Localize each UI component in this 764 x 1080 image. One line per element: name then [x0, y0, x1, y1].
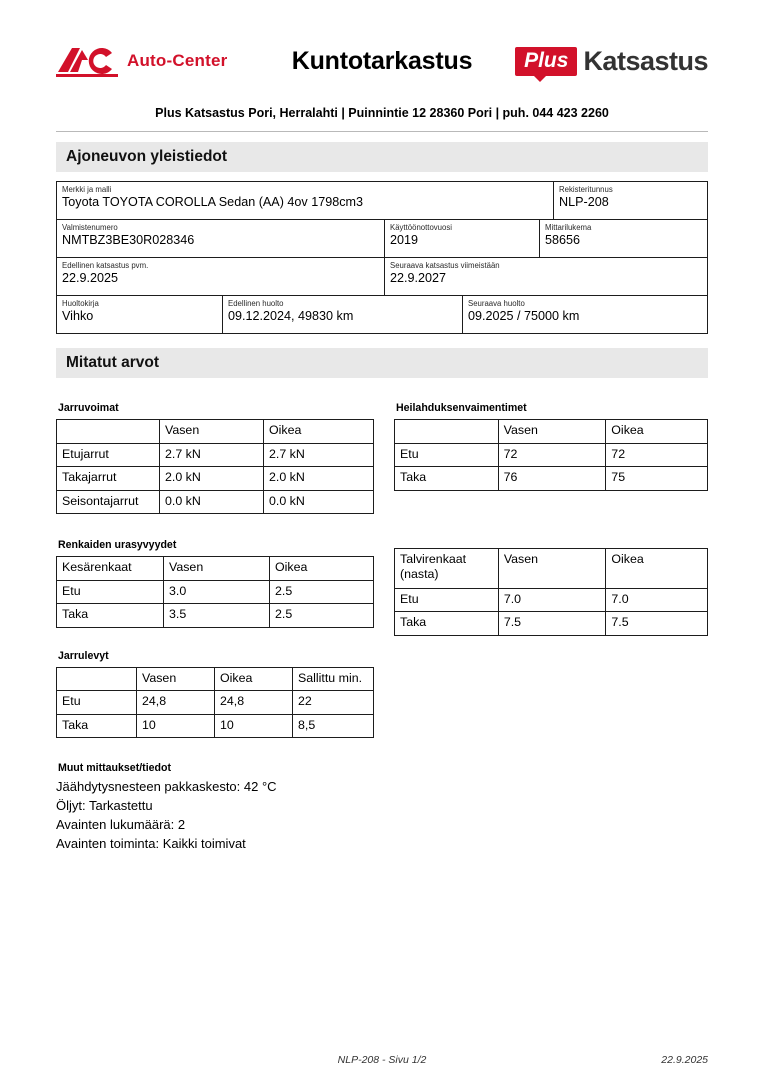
cell-service-book — [57, 296, 223, 333]
header-cell: Oikea — [270, 557, 374, 581]
cell-value: 7.5 — [498, 612, 606, 636]
table-row — [395, 588, 708, 612]
header-cell: Oikea — [264, 420, 374, 444]
header-cell: Oikea — [606, 420, 708, 444]
ac-logo-icon — [56, 44, 120, 78]
field-label: Huoltokirja — [62, 299, 99, 308]
winter-tire-grooves-table — [394, 548, 708, 636]
table-row — [57, 490, 374, 514]
header-cell: Kesärenkaat — [57, 557, 164, 581]
cell-value: 22 — [293, 691, 374, 715]
field-value: NLP-208 — [559, 195, 609, 210]
tire-grooves-table-title: Renkaiden urasyvyydet — [58, 539, 177, 551]
header-cell: Sallittu min. — [293, 667, 374, 691]
plus-katsastus-logo — [498, 46, 708, 77]
cell-value: 7.0 — [606, 588, 708, 612]
other-measurement-line: Avainten toiminta: Kaikki toimivat — [56, 835, 246, 851]
shock-absorbers-table — [394, 419, 708, 491]
header-cell — [57, 667, 137, 691]
cell-value: 24,8 — [137, 691, 215, 715]
table-row — [57, 443, 374, 467]
table-row — [57, 691, 374, 715]
table-header-row — [57, 420, 374, 444]
header-cell: Vasen — [498, 420, 606, 444]
cell-next-inspection — [385, 258, 707, 295]
field-label: Mittarilukema — [545, 223, 592, 232]
winter-tire-grooves-block — [394, 548, 708, 636]
header-cell: Oikea — [606, 548, 708, 588]
cell-value: 10 — [215, 714, 293, 738]
field-value: 09.2025 / 75000 km — [468, 309, 580, 324]
field-value: 09.12.2024, 49830 km — [228, 309, 354, 324]
header-cell: Oikea — [215, 667, 293, 691]
cell-year — [385, 220, 540, 257]
field-value: Vihko — [62, 309, 94, 324]
other-measurement-line: Öljyt: Tarkastettu — [56, 797, 153, 813]
field-value: Toyota TOYOTA COROLLA Sedan (AA) 4ov 1798cm3 — [62, 195, 363, 210]
cell-value: 2.5 — [270, 604, 374, 628]
other-measurements-title: Muut mittaukset/tiedot — [58, 762, 171, 774]
other-measurements-block — [56, 762, 376, 853]
page-title: Kuntotarkastus — [291, 46, 473, 75]
cell-value: 0.0 kN — [264, 490, 374, 514]
field-label: Valmistenumero — [62, 223, 118, 232]
row-label: Seisontajarrut — [57, 490, 160, 514]
field-label: Käyttöönottovuosi — [390, 223, 452, 232]
header-cell: Vasen — [160, 420, 264, 444]
cell-value: 72 — [606, 443, 708, 467]
cell-value: 2.7 kN — [264, 443, 374, 467]
brake-discs-block — [56, 650, 376, 739]
cell-value: 2.5 — [270, 580, 374, 604]
brakes-table-title: Jarruvoimat — [58, 402, 119, 414]
field-label: Rekisteritunnus — [559, 185, 613, 194]
other-measurement-line: Avainten lukumäärä: 2 — [56, 816, 186, 832]
cell-value: 2.0 kN — [160, 467, 264, 491]
table-row — [57, 220, 707, 258]
page-content — [56, 30, 708, 853]
auto-center-logo — [56, 44, 266, 78]
brake-discs-table-title: Jarrulevyt — [58, 649, 109, 662]
cell-value: 10 — [137, 714, 215, 738]
table-row — [57, 182, 707, 220]
field-value: 22.9.2027 — [390, 271, 447, 286]
field-value: 22.9.2025 — [62, 271, 119, 286]
brake-discs-table — [56, 667, 374, 739]
table-row — [57, 296, 707, 334]
shock-absorbers-table-title: Heilahduksenvaimentimet — [396, 402, 527, 414]
brakes-table — [56, 419, 374, 514]
row-label: Taka — [57, 714, 137, 738]
row-label: Taka — [57, 604, 164, 628]
cell-value: 3.0 — [164, 580, 270, 604]
tire-grooves-block — [56, 539, 376, 628]
section-heading-vehicle-info: Ajoneuvon yleistiedot — [56, 142, 708, 172]
header-cell — [395, 420, 499, 444]
cell-value: 3.5 — [164, 604, 270, 628]
cell-value: 75 — [606, 467, 708, 491]
field-label: Seuraava huolto — [468, 299, 525, 308]
table-row — [395, 443, 708, 467]
katsastus-wordmark: Katsastus — [583, 45, 708, 76]
row-label: Etu — [395, 443, 499, 467]
header-cell: Vasen — [498, 548, 606, 588]
summer-tire-grooves-table — [56, 556, 374, 628]
cell-value: 7.0 — [498, 588, 606, 612]
table-header-row — [395, 420, 708, 444]
table-header-row — [57, 667, 374, 691]
cell-value: 2.0 kN — [264, 467, 374, 491]
cell-value: 8,5 — [293, 714, 374, 738]
cell-plate — [554, 182, 707, 219]
row-label: Etu — [57, 580, 164, 604]
field-label: Edellinen huolto — [228, 299, 284, 308]
field-label: Seuraava katsastus viimeistään — [390, 261, 500, 270]
header-cell: Vasen — [137, 667, 215, 691]
row-label: Takajarrut — [57, 467, 160, 491]
plus-badge: Plus — [515, 47, 577, 76]
table-row — [57, 714, 374, 738]
row-label: Etu — [395, 588, 499, 612]
cell-prev-inspection — [57, 258, 385, 295]
table-header-row — [395, 548, 708, 588]
field-value: NMTBZ3BE30R028346 — [62, 233, 195, 248]
table-row — [395, 467, 708, 491]
table-header-row — [57, 557, 374, 581]
cell-value: 76 — [498, 467, 606, 491]
row-label: Taka — [395, 467, 499, 491]
field-label: Edellinen katsastus pvm. — [62, 261, 149, 270]
footer-center-text: NLP-208 - Sivu 1/2 — [337, 1054, 427, 1066]
cell-make-model — [57, 182, 554, 219]
row-label: Taka — [395, 612, 499, 636]
vehicle-info-table — [56, 181, 708, 334]
page-footer — [56, 1054, 708, 1066]
cell-vin — [57, 220, 385, 257]
field-value: 58656 — [545, 233, 581, 248]
other-measurement-line: Jäähdytysnesteen pakkaskesto: 42 °C — [56, 779, 277, 794]
cell-odometer — [540, 220, 707, 257]
row-label: Etujarrut — [57, 443, 160, 467]
cell-next-service — [463, 296, 707, 333]
cell-value: 0.0 kN — [160, 490, 264, 514]
cell-value: 7.5 — [606, 612, 708, 636]
field-value: 2019 — [390, 233, 419, 248]
cell-value: 72 — [498, 443, 606, 467]
document-header — [56, 30, 708, 92]
table-row — [57, 258, 707, 296]
section-heading-measured-values: Mitatut arvot — [56, 348, 708, 378]
company-address: Plus Katsastus Pori, Herralahti | Puinnintie 12 28360 Pori | puh. 044 423 2260 — [155, 106, 609, 120]
row-label: Etu — [57, 691, 137, 715]
table-row — [395, 612, 708, 636]
auto-center-wordmark: Auto-Center — [127, 51, 228, 70]
header-cell: Vasen — [164, 557, 270, 581]
footer-date: 22.9.2025 — [661, 1054, 708, 1066]
header-cell: Talvirenkaat (nasta) — [395, 548, 499, 588]
field-label: Merkki ja malli — [62, 185, 112, 194]
measurements-columns — [56, 402, 708, 853]
header-cell — [57, 420, 160, 444]
left-column — [56, 402, 376, 853]
table-row — [57, 604, 374, 628]
table-row — [57, 580, 374, 604]
cell-value: 2.7 kN — [160, 443, 264, 467]
right-column — [394, 402, 708, 853]
table-row — [57, 467, 374, 491]
cell-prev-service — [223, 296, 463, 333]
cell-value: 24,8 — [215, 691, 293, 715]
header-divider — [56, 131, 708, 132]
